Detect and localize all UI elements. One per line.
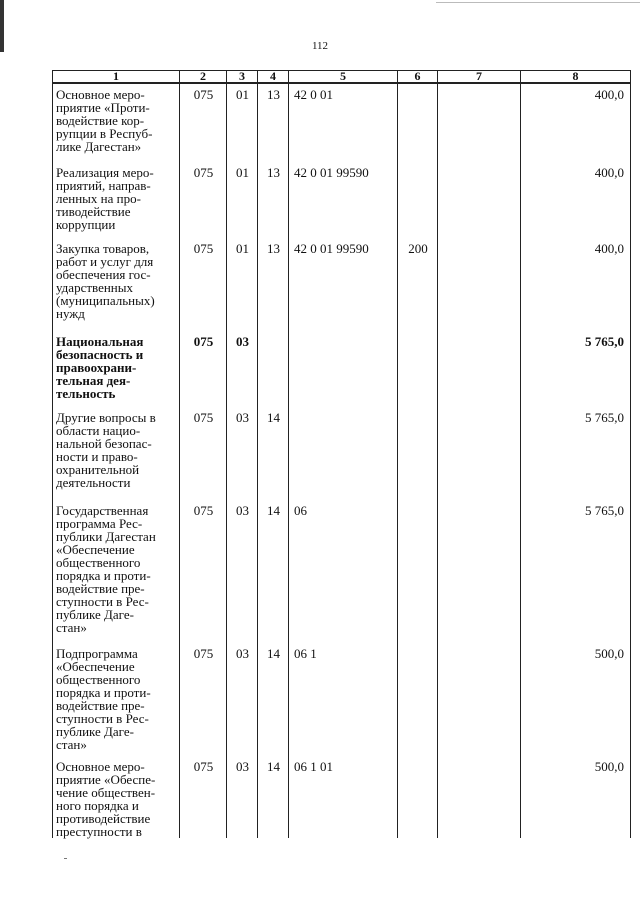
row-name-line: приятие «Проти-: [56, 100, 150, 115]
table-row: [53, 756, 631, 838]
subsection-code-cell: 14: [258, 643, 289, 756]
row-name-cell: [53, 500, 180, 643]
row-name-line: тельность: [56, 386, 116, 401]
row-name-cell: [53, 756, 180, 838]
row-name-line: стан»: [56, 737, 87, 752]
subsection-code-cell: 13: [258, 238, 289, 331]
budget-table-body: [53, 83, 631, 838]
target-item-cell: 06: [289, 500, 398, 643]
section-code-cell: 01: [227, 83, 258, 162]
row-name-line: ударственных: [56, 280, 133, 295]
expense-type-cell: [398, 407, 438, 500]
column-header: 4: [258, 71, 289, 84]
expense-type-cell: [398, 162, 438, 238]
section-code-cell: 03: [227, 407, 258, 500]
amount-cell: 400,0: [521, 162, 631, 238]
expense-type-cell: [398, 83, 438, 162]
row-name-line: ленных на про-: [56, 191, 141, 206]
row-name-line: тиводействие: [56, 204, 131, 219]
amount-cell: 400,0: [521, 238, 631, 331]
section-code-cell: 01: [227, 162, 258, 238]
section-code-cell: 03: [227, 331, 258, 407]
ministry-code-cell: 075: [180, 83, 227, 162]
row-name-line: Основное меро-: [56, 759, 145, 774]
column-header: 2: [180, 71, 227, 84]
table-row: [53, 238, 631, 331]
row-name-line: ступности в Рес-: [56, 594, 149, 609]
column-header: 7: [438, 71, 521, 84]
column-header: 1: [53, 71, 180, 84]
ministry-code-cell: 075: [180, 238, 227, 331]
amount-cell: 500,0: [521, 756, 631, 838]
column-header: 8: [521, 71, 631, 84]
row-name-line: тельная дея-: [56, 373, 131, 388]
ministry-code-cell: 075: [180, 756, 227, 838]
row-name-line: общественного: [56, 555, 141, 570]
subsection-code-cell: 13: [258, 162, 289, 238]
amount-cell: 5 765,0: [521, 407, 631, 500]
target-item-cell: 06 1 01: [289, 756, 398, 838]
amount-cell: 500,0: [521, 643, 631, 756]
row-name-line: нальной безопас-: [56, 436, 152, 451]
row-name-line: стан»: [56, 620, 87, 635]
row-name-line: области нацио-: [56, 423, 141, 438]
row-name-line: порядка и проти-: [56, 685, 151, 700]
row-name-line: порядка и проти-: [56, 568, 151, 583]
row-name-line: чение обществен-: [56, 785, 156, 800]
table-header-row: [53, 71, 631, 84]
table-row: [53, 331, 631, 407]
row-name-line: ного порядка и: [56, 798, 139, 813]
row-name-line: Государственная: [56, 503, 149, 518]
row-name-line: обеспечения гос-: [56, 267, 151, 282]
scan-top-rule: [436, 2, 640, 3]
section-code-cell: 03: [227, 500, 258, 643]
row-name-line: Реализация меро-: [56, 165, 154, 180]
row-name-cell: [53, 162, 180, 238]
row-name-line: Основное меро-: [56, 87, 145, 102]
subsection-code-cell: 14: [258, 500, 289, 643]
row-name-line: Закупка товаров,: [56, 241, 150, 256]
row-name-line: приятие «Обеспе-: [56, 772, 156, 787]
section-code-cell: 03: [227, 756, 258, 838]
row-name-line: «Обеспечение: [56, 659, 135, 674]
column-7-cell: [438, 83, 521, 162]
section-code-cell: 03: [227, 643, 258, 756]
row-name-line: ности и право-: [56, 449, 138, 464]
row-name-line: (муниципальных): [56, 293, 155, 308]
column-header: 5: [289, 71, 398, 84]
ministry-code-cell: 075: [180, 407, 227, 500]
expense-type-cell: [398, 500, 438, 643]
ministry-code-cell: 075: [180, 500, 227, 643]
row-name-line: программа Рес-: [56, 516, 143, 531]
section-code-cell: 01: [227, 238, 258, 331]
budget-table: [52, 70, 631, 838]
page-number: 112: [311, 40, 329, 52]
row-name-line: рупции в Респуб-: [56, 126, 153, 141]
row-name-line: публики Дагестан: [56, 529, 156, 544]
row-name-line: приятий, направ-: [56, 178, 151, 193]
ministry-code-cell: 075: [180, 162, 227, 238]
table-row: [53, 407, 631, 500]
target-item-cell: 06 1: [289, 643, 398, 756]
column-7-cell: [438, 238, 521, 331]
table-row: [53, 162, 631, 238]
ministry-code-cell: 075: [180, 643, 227, 756]
table-row: [53, 500, 631, 643]
column-7-cell: [438, 643, 521, 756]
row-name-line: водействие пре-: [56, 698, 145, 713]
row-name-cell: [53, 331, 180, 407]
row-name-line: нужд: [56, 306, 85, 321]
expense-type-cell: [398, 756, 438, 838]
amount-cell: 5 765,0: [521, 331, 631, 407]
column-7-cell: [438, 162, 521, 238]
subsection-code-cell: 14: [258, 407, 289, 500]
subsection-code-cell: 14: [258, 756, 289, 838]
scan-dot: [64, 858, 67, 859]
table-row: [53, 643, 631, 756]
row-name-line: Подпрограмма: [56, 646, 138, 661]
column-7-cell: [438, 407, 521, 500]
row-name-line: коррупции: [56, 217, 116, 232]
row-name-line: публике Даге-: [56, 607, 134, 622]
amount-cell: 400,0: [521, 83, 631, 162]
amount-cell: 5 765,0: [521, 500, 631, 643]
subsection-code-cell: 13: [258, 83, 289, 162]
expense-type-cell: [398, 643, 438, 756]
row-name-line: публике Даге-: [56, 724, 134, 739]
row-name-line: водействие пре-: [56, 581, 145, 596]
row-name-line: безопасность и: [56, 347, 144, 362]
expense-type-cell: [398, 331, 438, 407]
row-name-cell: [53, 643, 180, 756]
row-name-cell: [53, 83, 180, 162]
target-item-cell: [289, 331, 398, 407]
target-item-cell: 42 0 01 99590: [289, 162, 398, 238]
expense-type-cell: 200: [398, 238, 438, 331]
target-item-cell: 42 0 01: [289, 83, 398, 162]
subsection-code-cell: [258, 331, 289, 407]
ministry-code-cell: 075: [180, 331, 227, 407]
row-name-line: деятельности: [56, 475, 131, 490]
row-name-line: Национальная: [56, 334, 144, 349]
row-name-cell: [53, 238, 180, 331]
column-7-cell: [438, 500, 521, 643]
row-name-line: Другие вопросы в: [56, 410, 156, 425]
row-name-line: водействие кор-: [56, 113, 145, 128]
row-name-line: преступности в: [56, 824, 142, 839]
row-name-cell: [53, 407, 180, 500]
column-7-cell: [438, 756, 521, 838]
target-item-cell: [289, 407, 398, 500]
row-name-line: правоохрани-: [56, 360, 137, 375]
column-header: 6: [398, 71, 438, 84]
column-header: 3: [227, 71, 258, 84]
row-name-line: противодействие: [56, 811, 151, 826]
row-name-line: охранительной: [56, 462, 140, 477]
row-name-line: «Обеспечение: [56, 542, 135, 557]
target-item-cell: 42 0 01 99590: [289, 238, 398, 331]
table-row: [53, 83, 631, 162]
column-7-cell: [438, 331, 521, 407]
row-name-line: лике Дагестан»: [56, 139, 142, 154]
row-name-line: ступности в Рес-: [56, 711, 149, 726]
row-name-line: работ и услуг для: [56, 254, 154, 269]
row-name-line: общественного: [56, 672, 141, 687]
